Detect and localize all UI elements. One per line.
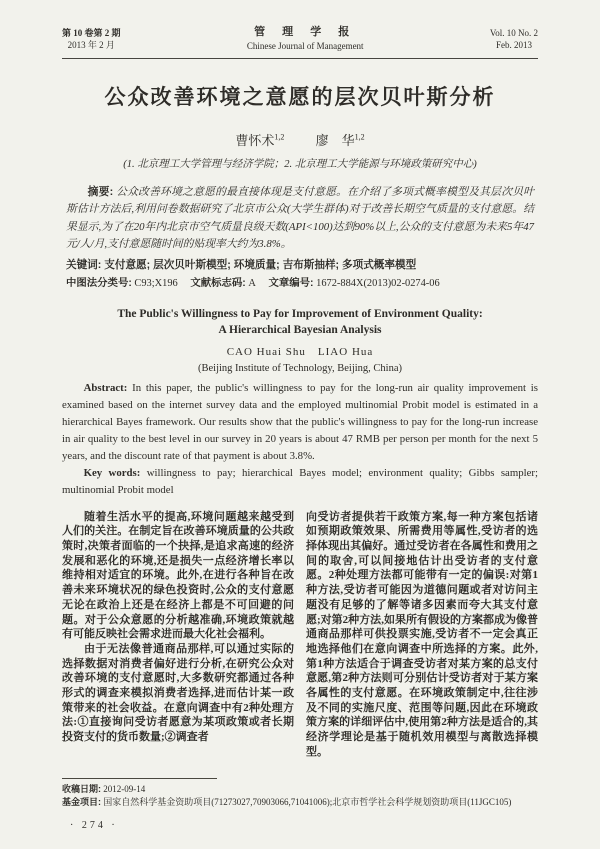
body-column-right [306,510,538,760]
funding-value: 国家自然科学基金资助项目(71273027,70903066,71041006);北京市哲学社会科学规划资助项目(11JGC105) [103,797,512,808]
received-label: 收稿日期: [62,783,101,794]
doc-code-label: 文献标志码: [190,277,246,289]
english-section [62,306,538,499]
author-2-superscript: 1,2 [354,132,365,142]
english-title-line1: The Public's Willingness to Pay for Improvement of Environment Quality: [117,307,483,320]
footnote-section [62,778,538,833]
affiliation-line: (1. 北京理工大学管理与经济学院；2. 北京理工大学能源与环境政策研究中心) [123,159,477,170]
clc-label: 中图法分类号: [66,277,132,289]
journal-title-en: Chinese Journal of Management [246,41,364,51]
body-paragraph: 随着生活水平的提高,环境问题越来越受到人们的关注。在制定旨在改善环境质量的公共政策时,决策者面临的一个抉择,是追求高速的经济发展和恶化的环境,还是损失一点经济增长率以维持相对适宜的环境。此外,在进行各种旨在改善未来环境状况的绿色投资时,公众的支付意愿无论在政治上还是在经济上都是不可回避的问题。对于公众意愿的分析越准确,环境政策就越有可能反映社会需求进而最大化社会福利。 [62,510,294,641]
english-title-line2: A Hierarchical Bayesian Analysis [218,323,382,336]
abstract-cn-label: 摘要: [87,186,114,198]
issue-info [62,27,121,51]
english-authors: CAO Huai Shu LIAO Hua [226,345,374,358]
author-1-name: 曹怀术 [235,133,275,148]
english-abstract-text: In this paper, the public's willingness to pay for the long-run air quality improvement is examined based on the internet survey data and the employed multinomial Probit model is estimated in a hierarchical Bayes framework. Our results show that the public's willingness to pay for the long-run increase in air quality to the best level in our survey in 20 years is about 47 RMB per person per month for the next 5 years, and the discount rate of that payment is about 3.8%. [62,381,538,462]
footnote-received [62,783,538,797]
author-2 [316,133,365,148]
english-keywords [62,465,538,499]
clc-value: C93;X196 [134,277,178,289]
issue-date-cn: 2013 年 2 月 [67,40,115,50]
page-number: · 274 · [70,820,118,832]
authors-line [62,130,538,149]
article-id-label: 文章编号: [268,277,314,289]
english-keywords-label: Key words: [83,466,141,479]
journal-title-block [247,26,364,52]
article-id-value: 1672-884X(2013)02-0274-06 [316,277,440,289]
keywords-cn-label: 关键词: [66,258,102,271]
author-1-superscript: 1,2 [274,132,285,142]
classification-line [66,276,534,291]
body-column-left [62,510,294,760]
footnote-divider [62,778,217,779]
funding-label: 基金项目: [62,797,101,808]
footnote-funding [62,796,538,810]
body-columns [62,510,538,760]
author-2-name: 廖 华 [315,133,355,148]
volume-number: Vol. 10 No. 2 [489,28,538,38]
abstract-cn-text: 公众改善环境之意愿的最直接体现是支付意愿。在介绍了多项式概率模型及其层次贝叶斯估计方法后,利用问卷数据研究了北京市公众(大学生群体)对于改善长期空气质量的支付意愿。结果显示,为了在20年内北京市空气质量良级天数(API<100)达到90%以上,公众的支付意愿为未来5年47元/人/月,支付意愿随时间的贴现率大约为3.8%。 [66,186,534,251]
volume-info [490,27,538,51]
keywords-cn-text: 支付意愿; 层次贝叶斯模型; 环境质量; 吉布斯抽样; 多项式概率模型 [104,258,417,271]
english-abstract-label: Abstract: [83,381,128,394]
issue-volume: 第 10 卷第 2 期 [62,28,121,38]
doc-code-value: A [248,277,256,289]
paper-title: 公众改善环境之意愿的层次贝叶斯分析 [104,86,496,109]
english-keywords-text: willingness to pay; hierarchical Bayes model; environment quality; Gibbs sampler; multinomial Probit model [62,466,539,496]
keywords-cn [66,257,534,273]
header-divider [62,58,538,59]
body-paragraph: 向受访者提供若干政策方案,每一种方案包括诸如预期政策效果、所需费用等属性,受访者的选择体现出其偏好。通过受访者在各属性和费用之间的取舍,可以间接地估计出受访者的支付意愿。2种处理方法都可能带有一定的偏误:对第1种方法,受访者可能因为道德问题或者对访问主题没有足够的了解等诸多因素而夸大其支付意愿;对第2种方法,如果所有假设的方案都成为像普通商品那样可供投票实施,受访者不一定会真正地选择他们在意向调查中所选择的方案。此外,第1种方法适合于调查受访者对某方案的总支付意愿,第2种方法则可分别估计受访者对于某方案各属性的支付意愿。在环境政策制定中,往往涉及不同的实施尺度、范围等问题,因此在环境政策方案的详细评估中,使用第2种方法是适合的,其经济学理论是基于随机效用模型与离散选择模型。 [306,510,538,758]
english-abstract [62,380,538,465]
received-value: 2012-09-14 [103,783,146,794]
author-1 [235,133,284,148]
body-paragraph: 由于无法像普通商品那样,可以通过实际的选择数据对消费者偏好进行分析,在研究公众对改善环境的支付意愿时,大多数研究都通过各种形式的调查来模拟消费者选择,进而估计某一政策带来的社会收益。在意向调查中有2种处理方法:①直接询问受访者愿意为某项政策或者长期投资支付的货币数量;②调查者 [62,642,294,744]
journal-title-cn: 管 理 学 报 [254,26,357,38]
journal-header [62,26,538,52]
abstract-cn [66,184,534,254]
english-affiliation: (Beijing Institute of Technology, Beijing, China) [198,362,402,374]
issue-date-en: Feb. 2013 [495,40,532,50]
